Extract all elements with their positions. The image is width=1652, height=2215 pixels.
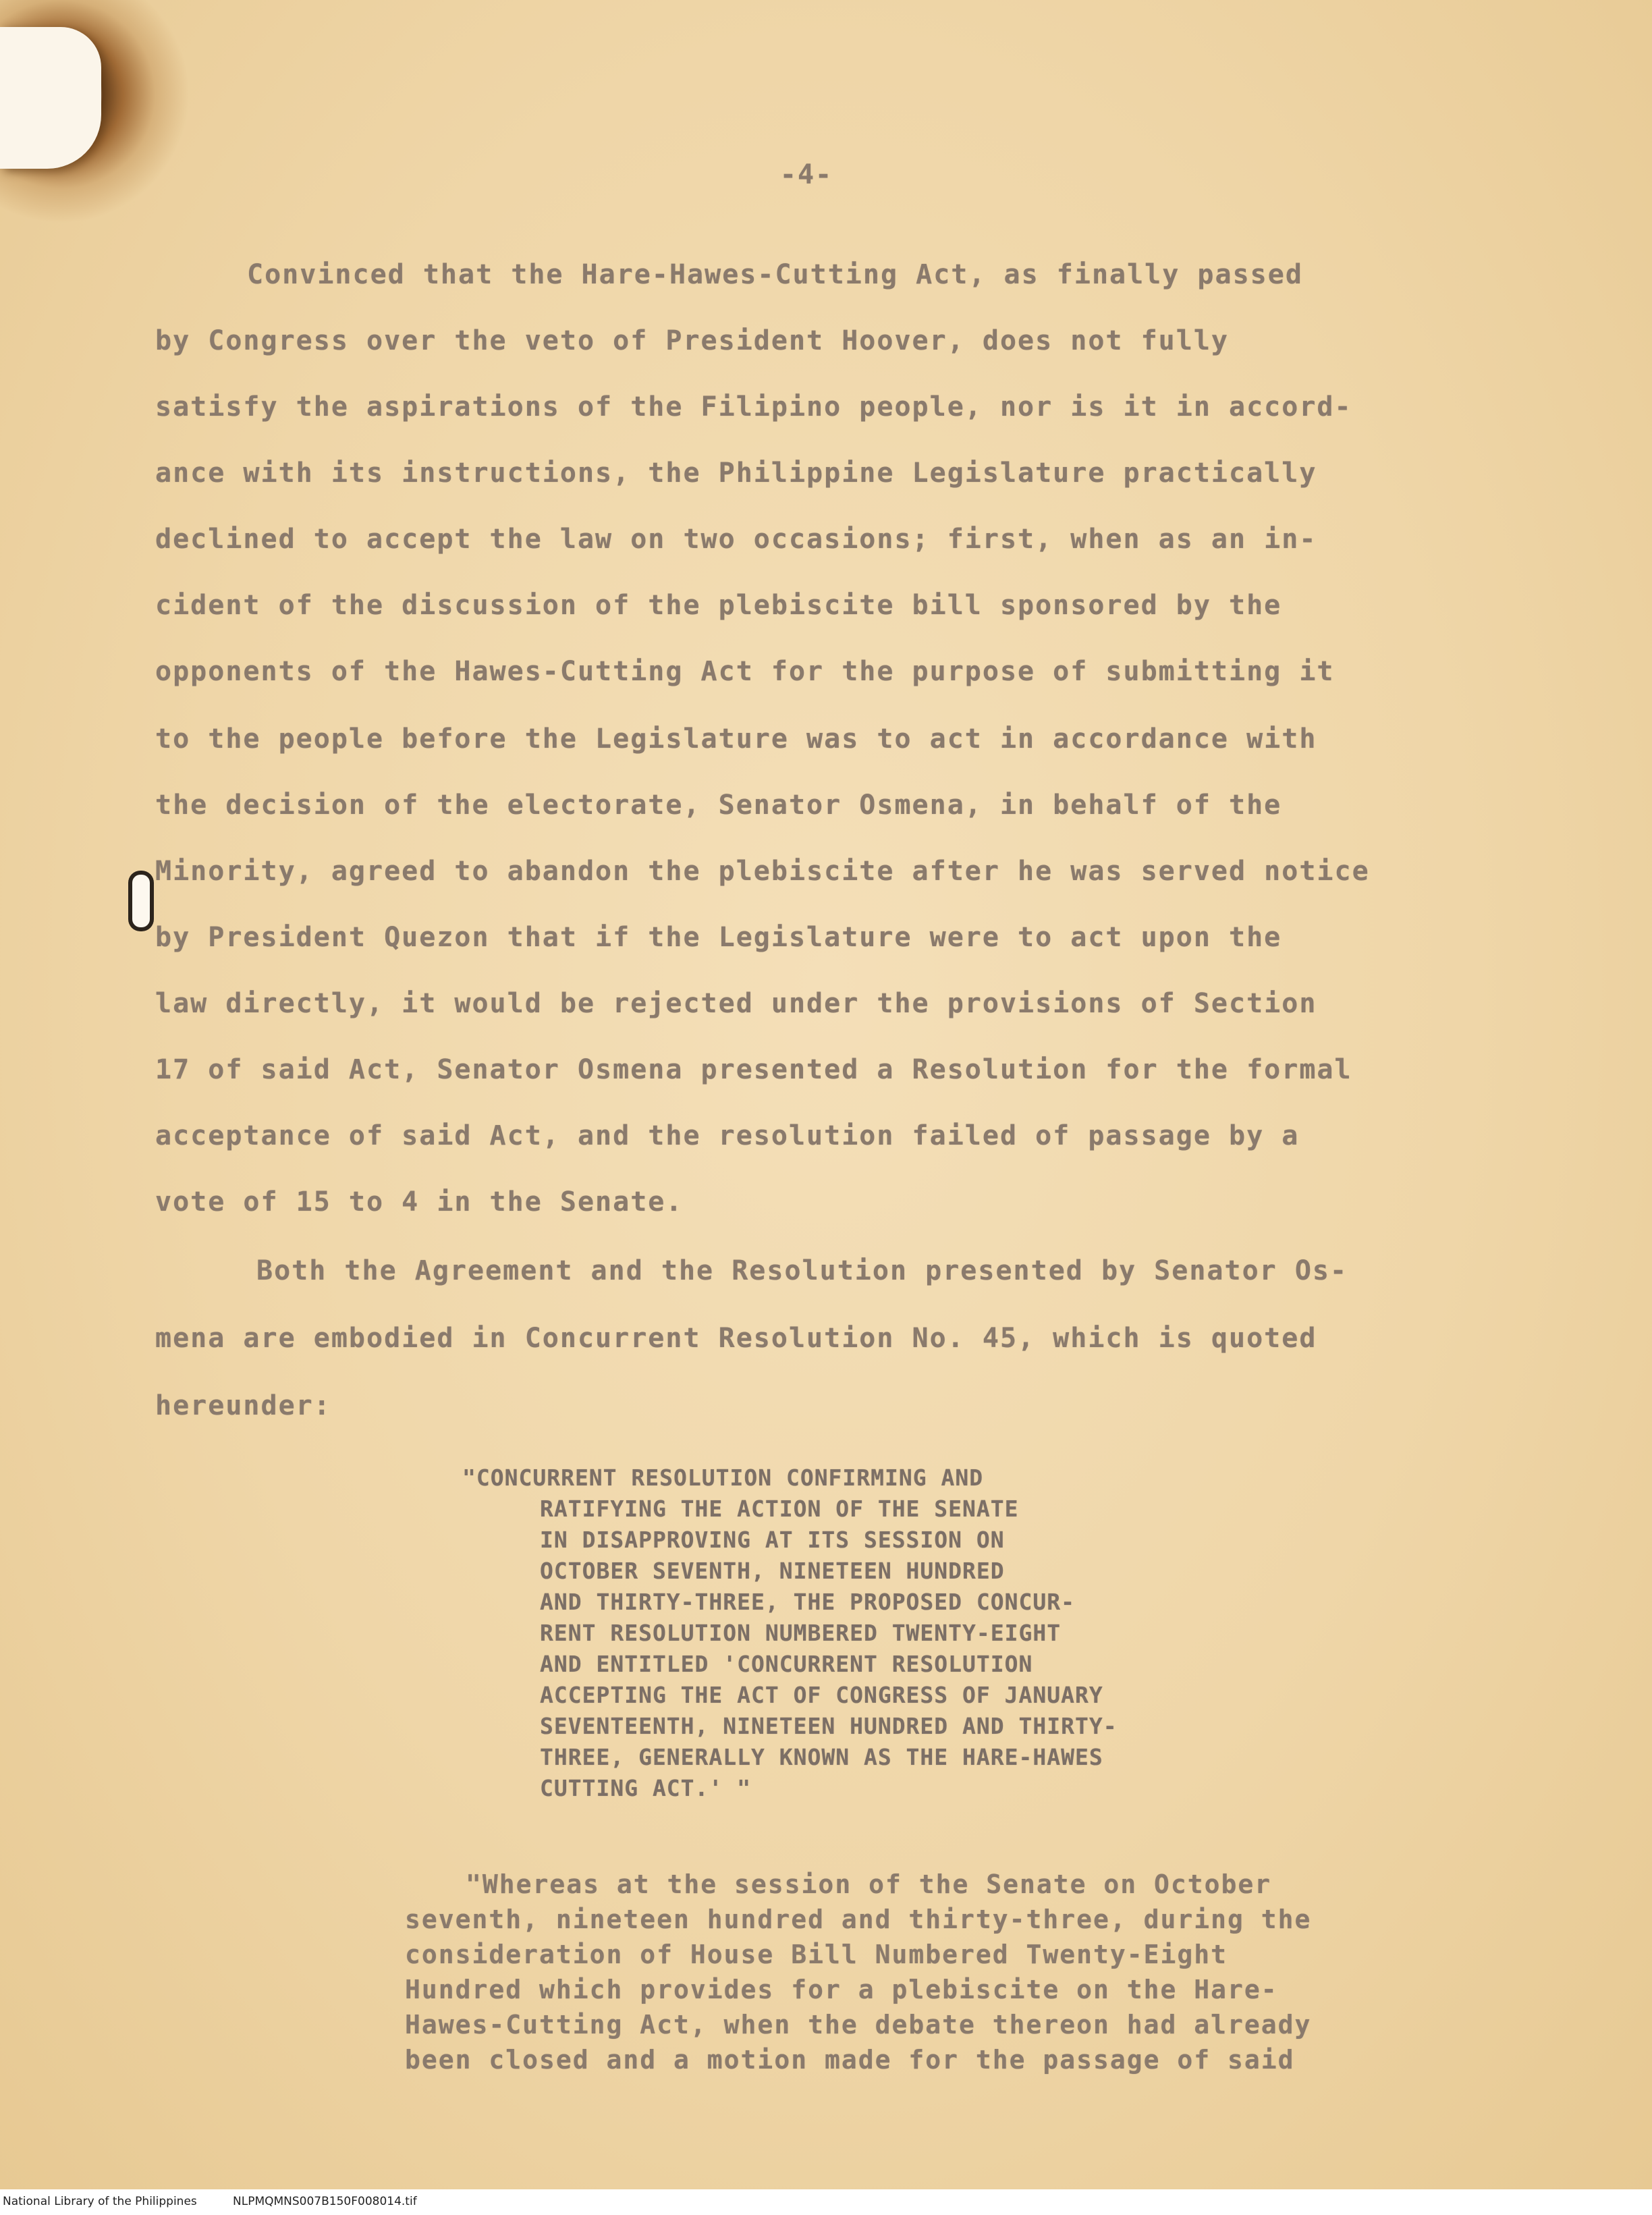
body-line: mena are embodied in Concurrent Resolution No. 45, which is quoted <box>155 1323 1317 1354</box>
body-line: opponents of the Hawes-Cutting Act for the purpose of submitting it <box>155 656 1335 687</box>
quoted-heading-line: "CONCURRENT RESOLUTION CONFIRMING AND <box>462 1465 984 1491</box>
quoted-heading-line: AND THIRTY-THREE, THE PROPOSED CONCUR- <box>540 1589 1075 1615</box>
quoted-heading-line: RENT RESOLUTION NUMBERED TWENTY-EIGHT <box>540 1620 1062 1646</box>
body-line: vote of 15 to 4 in the Senate. <box>155 1186 684 1218</box>
quoted-heading-line: IN DISAPPROVING AT ITS SESSION ON <box>540 1527 1005 1553</box>
whereas-line: consideration of House Bill Numbered Twenty-Eight <box>405 1940 1228 1969</box>
archive-caption: National Library of the Philippines <box>3 2195 197 2208</box>
quoted-heading-line: CUTTING ACT.' " <box>540 1775 752 1801</box>
body-line: satisfy the aspirations of the Filipino people, nor is it in accord- <box>155 391 1352 422</box>
file-id-caption: NLPMQMNS007B150F008014.tif <box>233 2195 417 2208</box>
quoted-heading-line: THREE, GENERALLY KNOWN AS THE HARE-HAWES <box>540 1744 1103 1770</box>
quoted-heading-line: SEVENTEENTH, NINETEEN HUNDRED AND THIRTY- <box>540 1713 1118 1739</box>
body-line: 17 of said Act, Senator Osmena presented a Resolution for the formal <box>155 1054 1352 1085</box>
body-line: acceptance of said Act, and the resolution failed of passage by a <box>155 1120 1300 1151</box>
whereas-line: been closed and a motion made for the passage of said <box>405 2045 1295 2075</box>
whereas-line: Hawes-Cutting Act, when the debate thereon had already <box>405 2010 1312 2040</box>
body-line: declined to accept the law on two occasions; first, when as an in- <box>155 524 1317 555</box>
page-number: -4- <box>779 159 833 190</box>
body-line: hereunder: <box>155 1390 331 1421</box>
punch-hole <box>132 875 150 927</box>
body-line: by Congress over the veto of President Hoover, does not fully <box>155 325 1230 356</box>
torn-corner <box>0 27 101 169</box>
body-line: cident of the discussion of the plebiscite bill sponsored by the <box>155 590 1282 621</box>
whereas-line: Hundred which provides for a plebiscite on the Hare- <box>405 1975 1278 2004</box>
quoted-heading-line: AND ENTITLED 'CONCURRENT RESOLUTION <box>540 1651 1033 1677</box>
body-line: Minority, agreed to abandon the plebiscite after he was served notice <box>155 856 1370 887</box>
quoted-heading-line: RATIFYING THE ACTION OF THE SENATE <box>540 1496 1019 1522</box>
quoted-heading-line: OCTOBER SEVENTH, NINETEEN HUNDRED <box>540 1558 1005 1584</box>
whereas-line: seventh, nineteen hundred and thirty-three, during the <box>405 1905 1312 1934</box>
body-line: Convinced that the Hare-Hawes-Cutting Act, as finally passed <box>247 259 1303 290</box>
quoted-heading-line: ACCEPTING THE ACT OF CONGRESS OF JANUARY <box>540 1682 1103 1708</box>
whereas-line: "Whereas at the session of the Senate on October <box>466 1869 1272 1899</box>
body-line: the decision of the electorate, Senator Osmena, in behalf of the <box>155 790 1282 821</box>
body-line: law directly, it would be rejected under the provisions of Section <box>155 988 1317 1019</box>
body-line: ance with its instructions, the Philippine Legislature practically <box>155 458 1317 489</box>
body-line: to the people before the Legislature was to act in accordance with <box>155 723 1317 755</box>
body-line: Both the Agreement and the Resolution presented by Senator Os- <box>256 1255 1348 1286</box>
body-line: by President Quezon that if the Legislature were to act upon the <box>155 922 1282 953</box>
